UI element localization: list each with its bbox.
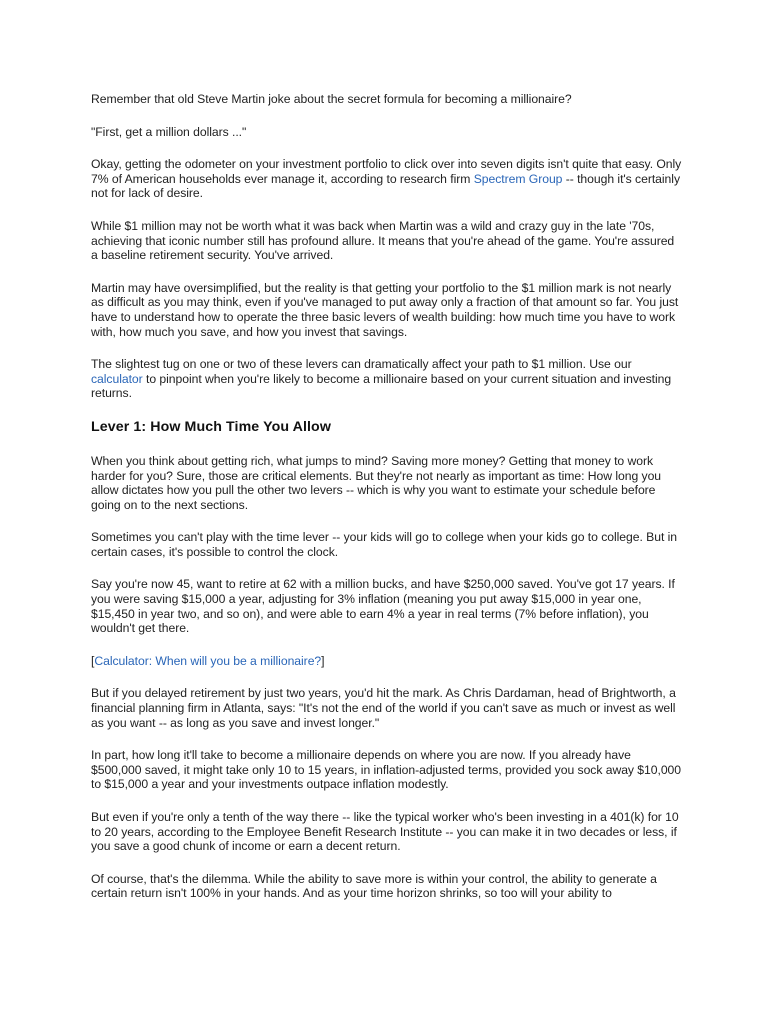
bracket-open: [ [91, 653, 95, 668]
levers-paragraph: Martin may have oversimplified, but the reality is that getting your portfolio to the $1 million mark is not nearly as difficult as you may think, even if you've managed to put away only a fraction of that amount so far. You just have to understand how to operate the three basic levers of wealth building: how much time you have to work with, how much you save, and how you invest that savings. [91, 280, 679, 339]
tenth-of-way-paragraph: But even if you're only a tenth of the way there -- like the typical worker who's been investing in a 401(k) for 10 to 20 years, according to the Employee Benefit Research Institute -- you can make it in two decades or less, if you save a good chunk of income or earn a decent return. [91, 810, 679, 854]
odometer-paragraph [91, 157, 683, 201]
dilemma-paragraph: Of course, that's the dilemma. While the ability to save more is within your control, the ability to generate a certain return isn't 100% in your hands. And as your time horizon shrinks, so too will your ability to [91, 871, 657, 901]
calculator-callout [91, 654, 683, 669]
section-heading-lever-1: Lever 1: How Much Time You Allow [91, 418, 331, 435]
intro-paragraph: Remember that old Steve Martin joke about the secret formula for becoming a millionaire? [91, 92, 572, 106]
getting-rich-paragraph: When you think about getting rich, what jumps to mind? Saving more money? Getting that money to work harder for you? Sure, those are critical elements. But they're not nearly as important as time: How long you allow dictates how you pull the other two levers -- which is why you want to estimate your schedule before going on to the next sections. [91, 453, 662, 512]
example-paragraph: Say you're now 45, want to retire at 62 with a million bucks, and have $250,000 saved. You've got 17 years. If you were saving $15,000 a year, adjusting for 3% inflation (meaning you put away $15,000 in year one, $15,450 in year two, and so on), and were able to earn 4% a year in real terms (7% before inflation), you wouldn't get there. [91, 577, 675, 636]
article-body [91, 92, 683, 919]
paragraph-text: Okay, getting the odometer on your investment portfolio to click over into seven digits isn't quite that easy. Only 7% of American households ever manage it, according to research firm [91, 157, 682, 186]
spectrem-group-link[interactable]: Spectrem Group [473, 171, 563, 186]
paragraph-text: The slightest tug on one or two of these levers can dramatically affect your path to $1 million. Use our [91, 357, 632, 372]
delay-retirement-paragraph: But if you delayed retirement by just two years, you'd hit the mark. As Chris Dardaman, head of Brightworth, a financial planning firm in Atlanta, says: "It's not the end of the world if you can't save as much or invest as well as you want -- as long as you save and invest longer." [91, 686, 676, 730]
current-savings-paragraph: In part, how long it'll take to become a millionaire depends on where you are now. If you already have $500,000 saved, it might take only 10 to 15 years, in inflation-adjusted terms, provided you sock away $10,000 to $15,000 a year and your investments outpace inflation modestly. [91, 748, 682, 792]
allure-paragraph: While $1 million may not be worth what it was back when Martin was a wild and crazy guy in the late '70s, achieving that iconic number still has profound allure. It means that you're ahead of the game. You're assured a baseline retirement security. You've arrived. [91, 218, 675, 263]
calculator-link[interactable]: calculator [91, 371, 143, 386]
calculator-paragraph [91, 357, 683, 401]
paragraph-text: to pinpoint when you're likely to become a millionaire based on your current situation and investing returns. [91, 371, 672, 401]
time-lever-paragraph: Sometimes you can't play with the time lever -- your kids will go to college when your kids go to college. But in certain cases, it's possible to control the clock. [91, 530, 678, 559]
joke-quote: "First, get a million dollars ..." [91, 124, 247, 139]
bracket-close: ] [321, 653, 325, 668]
paragraph-text: -- though it's certainly not for lack of desire. [91, 171, 680, 201]
millionaire-calculator-link[interactable]: Calculator: When will you be a millionaire? [94, 653, 322, 668]
